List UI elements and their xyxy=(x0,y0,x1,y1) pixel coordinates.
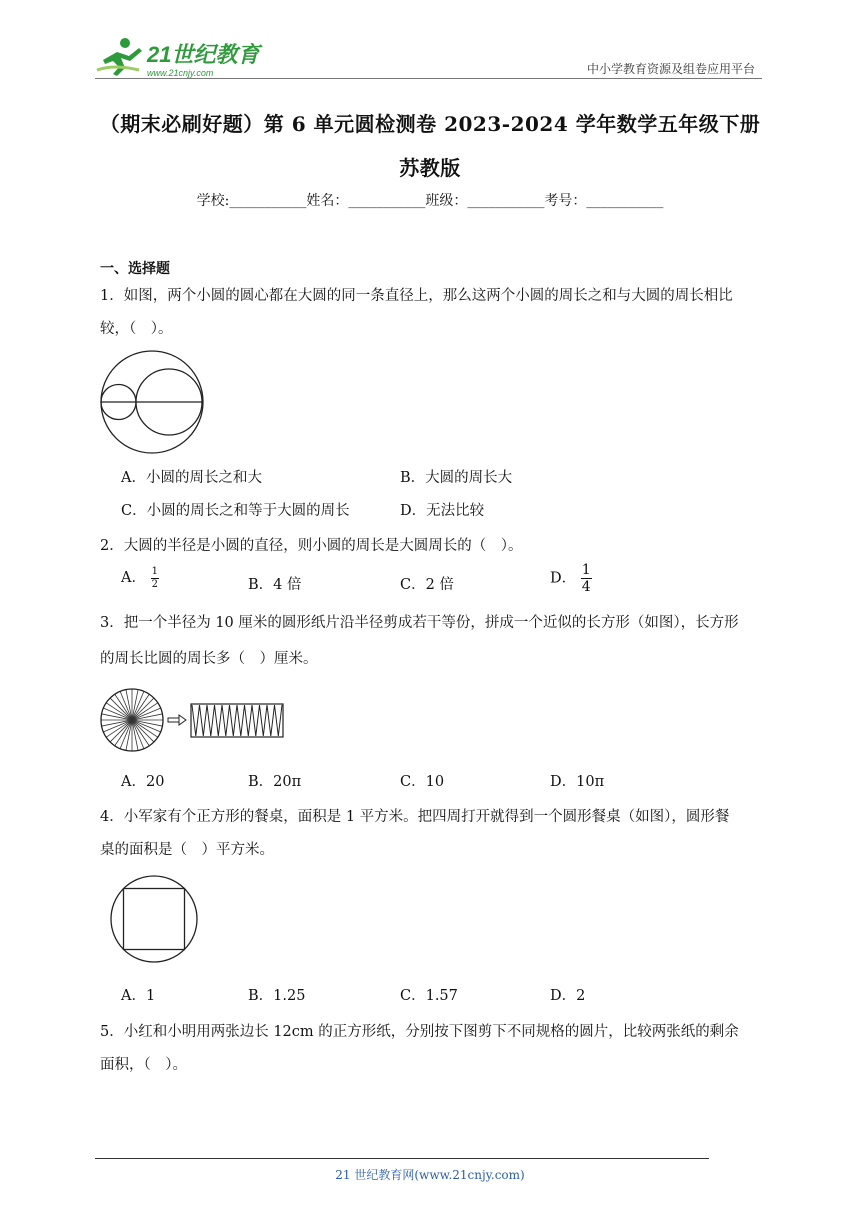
sector-line xyxy=(110,698,132,720)
q2-option-c: C．2 倍 xyxy=(400,577,454,593)
q2-option-a xyxy=(121,566,159,590)
page-title-line1: （期末必刷好题）第 6 单元圆检测卷 2023-2024 学年数学五年级下册 xyxy=(99,112,761,136)
student-info-line: 学校:___________姓名：___________班级：___________考号：___________ xyxy=(196,193,664,209)
q1-option-a: A．小圆的周长之和大 xyxy=(121,470,262,486)
q3-option-b: B．20π xyxy=(248,774,302,790)
question-3-line2: 的周长比圆的周长多（ ）厘米。 xyxy=(100,651,318,667)
q4-option-c: C．1.57 xyxy=(400,988,458,1004)
question-3-line1: 3．把一个半径为 10 厘米的圆形纸片沿半径剪成若干等份，拼成一个近似的长方形（如图），长方形 xyxy=(100,615,739,631)
question-5-line1: 5．小红和小明用两张边长 12cm 的正方形纸，分别按下图剪下不同规格的圆片，比较两张纸的剩余 xyxy=(100,1024,739,1040)
fraction-numerator: 1 xyxy=(581,562,591,578)
arrow-icon xyxy=(168,715,186,725)
q4-option-a: A．1 xyxy=(121,988,156,1004)
sector-line xyxy=(132,698,154,720)
question-2-line1: 2．大圆的半径是小圆的直径，则小圆的周长是大圆周长的（ ）。 xyxy=(100,538,523,554)
question-1-line2: 较，（ ）。 xyxy=(100,321,173,337)
fraction-denominator: 2 xyxy=(151,578,158,590)
fraction-quarter xyxy=(581,563,592,594)
q2-option-a-label: A． xyxy=(121,570,146,586)
sector-line xyxy=(110,720,132,742)
q3-option-a: A．20 xyxy=(121,774,165,790)
svg-text:www.21cnjy.com: www.21cnjy.com xyxy=(147,68,214,78)
site-logo xyxy=(95,34,270,80)
q4-option-b: B．1.25 xyxy=(248,988,306,1004)
q2-option-d-label: D． xyxy=(550,570,577,587)
question-5-line2: 面积，（ ）。 xyxy=(100,1057,187,1073)
q3-option-c: C．10 xyxy=(400,774,445,790)
svg-text:21世纪教育: 21世纪教育 xyxy=(147,42,260,67)
runner-logo-icon xyxy=(95,34,270,80)
q2-option-b: B．4 倍 xyxy=(248,577,302,593)
fraction-numerator: 1 xyxy=(151,565,158,577)
circle-to-rectangle-figure xyxy=(100,688,290,754)
fraction-half xyxy=(151,567,159,590)
question-1-line1: 1．如图，两个小圆的圆心都在大圆的同一条直径上，那么这两个小圆的周长之和与大圆的周长相比 xyxy=(100,288,733,304)
q1-option-b: B．大圆的周长大 xyxy=(400,470,513,486)
fraction-denominator: 4 xyxy=(581,579,591,595)
question-4-line2: 桌的面积是（ ）平方米。 xyxy=(100,842,274,858)
footer-text: 21 世纪教育网(www.21cnjy.com) xyxy=(335,1168,525,1182)
q1-option-c: C．小圆的周长之和等于大圆的周长 xyxy=(121,503,350,519)
sector-line xyxy=(132,720,154,742)
section-heading: 一、选择题 xyxy=(100,261,170,277)
q3-option-d: D．10π xyxy=(550,774,605,790)
q1-option-d: D．无法比较 xyxy=(400,503,485,519)
q2-option-d xyxy=(550,563,592,594)
q4-option-d: D．2 xyxy=(550,988,586,1004)
circles-figure xyxy=(98,350,208,454)
question-4-line1: 4．小军家有个正方形的餐桌，面积是 1 平方米。把四周打开就得到一个圆形餐桌（如图），圆形餐 xyxy=(100,809,730,825)
page-title-line2: 苏教版 xyxy=(399,156,461,180)
platform-name: 中小学教育资源及组卷应用平台 xyxy=(586,62,755,76)
footer-divider xyxy=(95,1158,709,1159)
header-divider xyxy=(95,78,762,79)
square-in-circle-figure xyxy=(108,874,200,964)
approximate-rectangle xyxy=(191,704,283,737)
